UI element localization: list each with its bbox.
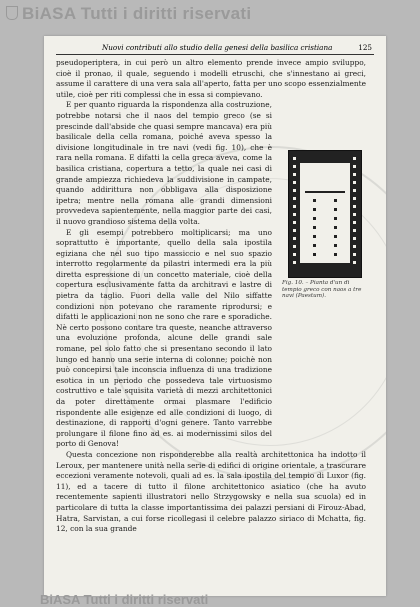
temple-plan-drawing [288,150,362,278]
shield-icon [6,6,18,20]
page-number: 125 [358,43,372,52]
watermark-top [6,4,251,24]
running-header-title: Nuovi contributi allo studio della genesi della basilica cristiana [102,43,333,52]
paragraph-2: E per quanto riguarda la rispondenza alla costruzione, potrebbe notarsi che il naos del tempio greco (se si prescinde dall'abside che quasi sempre mancava) era più basilicale della cella romana, poiché aveva spesso la divisione longitudinale in tre navi (vedi fig. 10), che è rara nella romana. E difatti la cella greca aveva, come la basilica cristiana, copertura a tetto, la quale nei casi di grande ampiezza richiedeva la suddivisione in campate, quando addirittura non obbligava alla disposizione ipetra; mentre nella romana alle grandi dimensioni provvedeva sapientemente, nella maggior parte dei casi, il nuovo grandioso sistema della volta. [56,100,272,226]
plan-pronaos-wall [305,191,345,193]
document-page [44,36,386,596]
watermark-bottom: BiASA Tutti i diritti riservati [40,592,209,607]
plan-colonnade-right [353,157,356,269]
paragraph-1: pseudoperiptera, in cui però un altro elemento prende invece ampio sviluppo, cioè il pronao, il quale, seguendo i modelli etruschi, che s'innestano ai greci, assume il carattere di una vera sala all'aperto, fatta per uno scopo essenzialmente utile, cioè per riti complessi che in essa si compievano. [56,58,366,99]
figure-temple-plan [282,150,366,298]
plan-colonnade-left [293,157,296,269]
plan-cella [300,163,350,263]
paragraph-3: E gli esempi potrebbero moltiplicarsi; ma uno soprattutto è importante, quello della sala ipostila egiziana che nel suo tipo massiccio e nel suo spazio interrotto regolarmente da pilastri intermedi era la più diretta espressione di un concetto materiale, cioè della copertura esclusivamente fatta da architravi e lastre di pietra da taglio. Fuori della valle del Nilo siffatte condizioni non potevano che raramente riprodursi; e difatti le applicazioni non ne sono che rare e sporadiche. Nè certo possono contare tra queste, neanche attraverso una evoluzione profonda, alcune delle grandi sale romane, pel solo fatto che si presentano secondo il lato lungo ed hanno una serie interna di colonne; poichè non può concepirsi tale inconscia influenza di una tradizione esotica in un periodo che possedeva tale virtuosismo costruttivo e tale squisita varietà di mezzi architettonici da poter direttamente ormai plasmare l'edificio rispondente alle esigenze ed alle condizioni di luogo, di destinazione, di rapporti d'ogni genere. Tanto varrebbe prolungare il filone fino ad es. ai modernissimi silos del porto di Genova! [56,227,272,449]
running-header [56,42,374,55]
watermark-top-text: BiASA Tutti i diritti riservati [22,4,252,23]
plan-inner-columns-left [313,199,316,257]
plan-inner-columns-right [334,199,337,257]
paragraph-4: Questa concezione non risponderebbe alla realtà architettonica ha indotto il Leroux, per mantenere unità nella serie di edifici di origine orientale, a trascurare eccezioni veramente notevoli, quali ad es. la sala ipostila del tempio di Luxor (fig. 11), ed a tacere di tutto il filone architettonico asiatico (che ha avuto recentemente sapienti illustratori nello Strzygowsky e nella sua scuola) ed in particolare di tutta la classe importantissima dei palazzi persiani di Firouz-Abad, Hatra, Sarvistan, a cui forse ricollegasi il celebre palazzo siriaco di Mchatta, fig. 12, con la sua grande [56,449,366,534]
figure-caption: Fig. 10. – Pianta d'un di tempio greco con naos a tre navi (Paestum). [282,280,362,300]
